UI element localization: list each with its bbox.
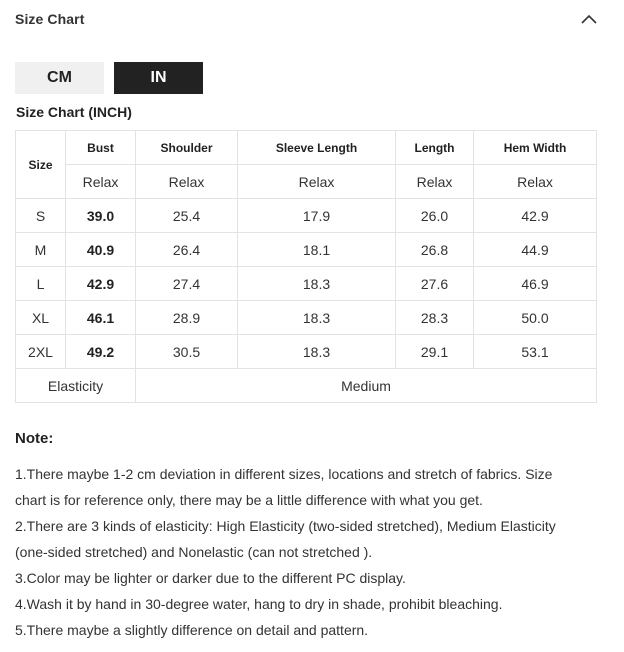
- column-header: Sleeve Length: [238, 131, 396, 165]
- size-cell: XL: [16, 301, 66, 335]
- value-cell: 29.1: [396, 335, 474, 369]
- table-row: [16, 267, 597, 301]
- size-table: [15, 130, 597, 403]
- note-line: chart is for reference only, there may be a little difference with what you get.: [15, 492, 483, 508]
- value-cell: 17.9: [238, 199, 396, 233]
- value-cell: 28.3: [396, 301, 474, 335]
- value-cell: 27.4: [136, 267, 238, 301]
- value-cell: 44.9: [474, 233, 597, 267]
- size-header: Size: [16, 131, 66, 199]
- note-line: 2.There are 3 kinds of elasticity: High Elasticity (two-sided stretched), Medium Elasticity: [15, 518, 556, 534]
- column-header: Length: [396, 131, 474, 165]
- column-header: Shoulder: [136, 131, 238, 165]
- value-cell: 49.2: [66, 335, 136, 369]
- value-cell: 53.1: [474, 335, 597, 369]
- table-row: [16, 335, 597, 369]
- elasticity-label: Elasticity: [16, 369, 136, 403]
- column-header: Bust: [66, 131, 136, 165]
- value-cell: 46.9: [474, 267, 597, 301]
- note-line: 5.There maybe a slightly difference on detail and pattern.: [15, 622, 369, 638]
- size-chart-title: Size Chart: [15, 11, 85, 27]
- fit-cell: Relax: [474, 165, 597, 199]
- note-line: (one-sided stretched) and Nonelastic (can not stretched ).: [15, 544, 373, 560]
- value-cell: 42.9: [66, 267, 136, 301]
- elasticity-value: Medium: [136, 369, 597, 403]
- unit-tabs: [15, 62, 203, 94]
- note-line: 3.Color may be lighter or darker due to the different PC display.: [15, 570, 406, 586]
- fit-row: [16, 165, 597, 199]
- table-subtitle: Size Chart (INCH): [16, 104, 132, 120]
- value-cell: 18.3: [238, 267, 396, 301]
- value-cell: 27.6: [396, 267, 474, 301]
- tab-cm[interactable]: CM: [15, 62, 104, 94]
- value-cell: 50.0: [474, 301, 597, 335]
- size-cell: S: [16, 199, 66, 233]
- tab-in[interactable]: IN: [114, 62, 203, 94]
- size-cell: L: [16, 267, 66, 301]
- notes-title: Note:: [15, 430, 54, 447]
- table-row: [16, 233, 597, 267]
- note-line: 4.Wash it by hand in 30-degree water, hang to dry in shade, prohibit bleaching.: [15, 596, 503, 612]
- fit-cell: Relax: [238, 165, 396, 199]
- table-row: [16, 301, 597, 335]
- value-cell: 26.8: [396, 233, 474, 267]
- value-cell: 26.0: [396, 199, 474, 233]
- value-cell: 18.1: [238, 233, 396, 267]
- value-cell: 25.4: [136, 199, 238, 233]
- column-header: Hem Width: [474, 131, 597, 165]
- value-cell: 46.1: [66, 301, 136, 335]
- table-header-row: [16, 131, 597, 165]
- value-cell: 30.5: [136, 335, 238, 369]
- fit-cell: Relax: [66, 165, 136, 199]
- fit-cell: Relax: [136, 165, 238, 199]
- fit-cell: Relax: [396, 165, 474, 199]
- value-cell: 28.9: [136, 301, 238, 335]
- table-row: [16, 199, 597, 233]
- elasticity-row: [16, 369, 597, 403]
- note-line: 1.There maybe 1-2 cm deviation in different sizes, locations and stretch of fabrics. Size: [15, 466, 553, 482]
- notes-section: [15, 430, 610, 643]
- value-cell: 18.3: [238, 335, 396, 369]
- value-cell: 39.0: [66, 199, 136, 233]
- value-cell: 42.9: [474, 199, 597, 233]
- value-cell: 26.4: [136, 233, 238, 267]
- value-cell: 18.3: [238, 301, 396, 335]
- value-cell: 40.9: [66, 233, 136, 267]
- chevron-up-icon[interactable]: [580, 12, 598, 26]
- size-cell: 2XL: [16, 335, 66, 369]
- size-cell: M: [16, 233, 66, 267]
